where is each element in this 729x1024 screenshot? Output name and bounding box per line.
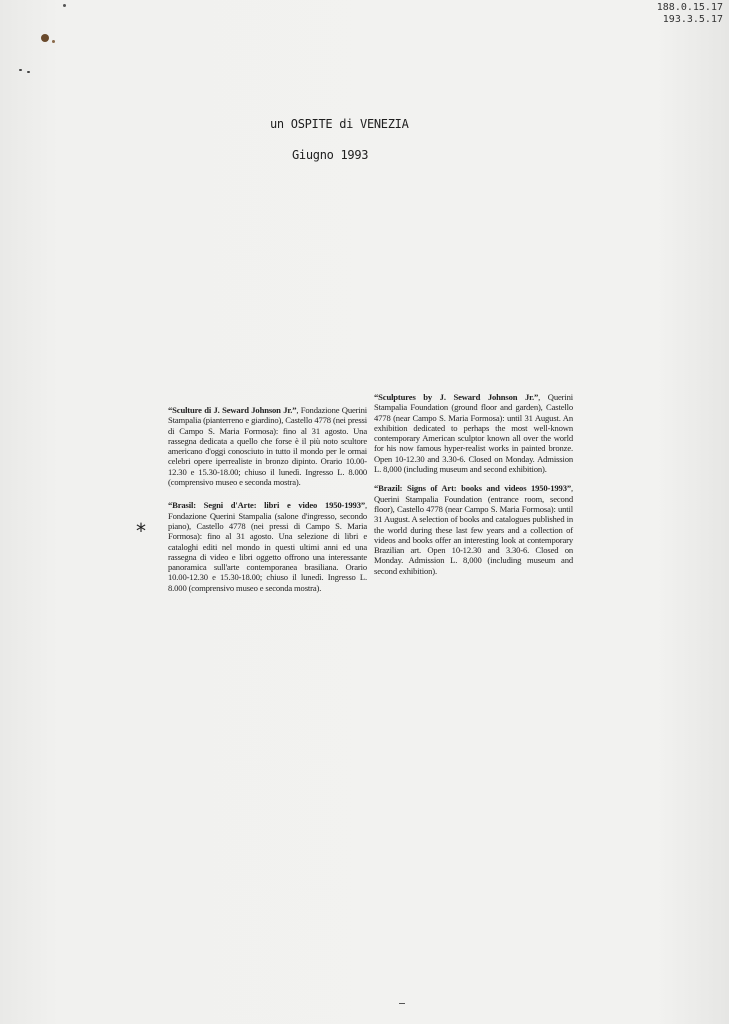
listing-entry	[374, 392, 573, 474]
listing-body: , Fondazione Querini Stampalia (salone d'ingresso, secondo piano), Castello 4778 (nei pressi di Campo S. Maria Formosa): fino al 31 agosto. Una selezione di libri e cataloghi editi nel mondo in questi ultimi anni ed una rassegna di video e libri oggetto offrono una interessante panoramica sull'arte contemporanea brasiliana. Orario 10.00-12.30 e 15.30-18.00; chiuso il lunedì. Ingresso L. 8.000 (comprensivo museo e seconda mostra).	[168, 500, 367, 593]
speck	[19, 69, 22, 71]
asterisk-mark: *	[136, 519, 146, 543]
listing-body: , Querini Stampalia Foundation (ground floor and garden), Castello 4778 (near Campo S. Maria Formosa): until 31 August. An exhibition dedicated to perhaps the most well-known contemporary American sculptor known all over the world for his now famous hyper-realist works in painted bronze. Open 10-12.30 and 3.30-6. Closed on Monday. Admission L. 8,000 (including museum and second exhibition).	[374, 392, 573, 475]
listing-body: , Querini Stampalia Foundation (entrance room, second floor), Castello 4778 (near Campo S. Maria Formosa): until 31 August. A selection of books and catalogues published in the world during these last few years and a collection of videos and books offer an interesting look at contemporary Brazilian art. Open 10-12.30 and 3.30-6. Closed on Monday. Admission L. 8,000 (including museum and second exhibition).	[374, 483, 573, 576]
listing-title: “Brasil: Segni d'Arte: libri e video 1950-1993”	[168, 500, 365, 511]
reference-number: 188.0.15.17	[656, 2, 723, 13]
heading-title: un OSPITE di VENEZIA	[270, 117, 409, 131]
listing-entry	[168, 405, 367, 487]
listing-body: , Fondazione Querini Stampalia (pianterreno e giardino), Castello 4778 (nei pressi di Campo S. Maria Formosa): fino al 31 agosto. Una rassegna dedicata a quello che forse è il più noto scultore americano d'oggi conosciuto in tutto il mondo per le ormai celebri opere iperrealiste in bronzo dipinto. Orario 10.00-12.30 e 15.30-18.00; chiuso il lunedì. Ingresso L. 8.000 (comprensivo museo e seconda mostra).	[168, 405, 367, 488]
listing-title: “Brazil: Signs of Art: books and videos 1950-1993”	[374, 483, 571, 494]
newspaper-clipping	[165, 386, 585, 631]
page-mark	[399, 1003, 405, 1004]
listing-title: “Sculptures by J. Seward Johnson Jr.”	[374, 392, 539, 402]
listing-entry	[168, 500, 367, 593]
ink-stain	[52, 40, 55, 43]
reference-number: 193.3.5.17	[662, 14, 723, 25]
italian-column	[168, 405, 367, 602]
ink-stain	[63, 4, 66, 7]
archive-reference-numbers	[633, 2, 723, 26]
listing-entry	[374, 483, 573, 576]
speck	[27, 71, 30, 73]
ink-stain	[41, 34, 49, 42]
document-heading	[270, 117, 430, 162]
heading-date: Giugno 1993	[292, 148, 369, 162]
english-column	[374, 392, 573, 585]
listing-title: “Sculture di J. Seward Johnson Jr.”	[168, 405, 297, 415]
